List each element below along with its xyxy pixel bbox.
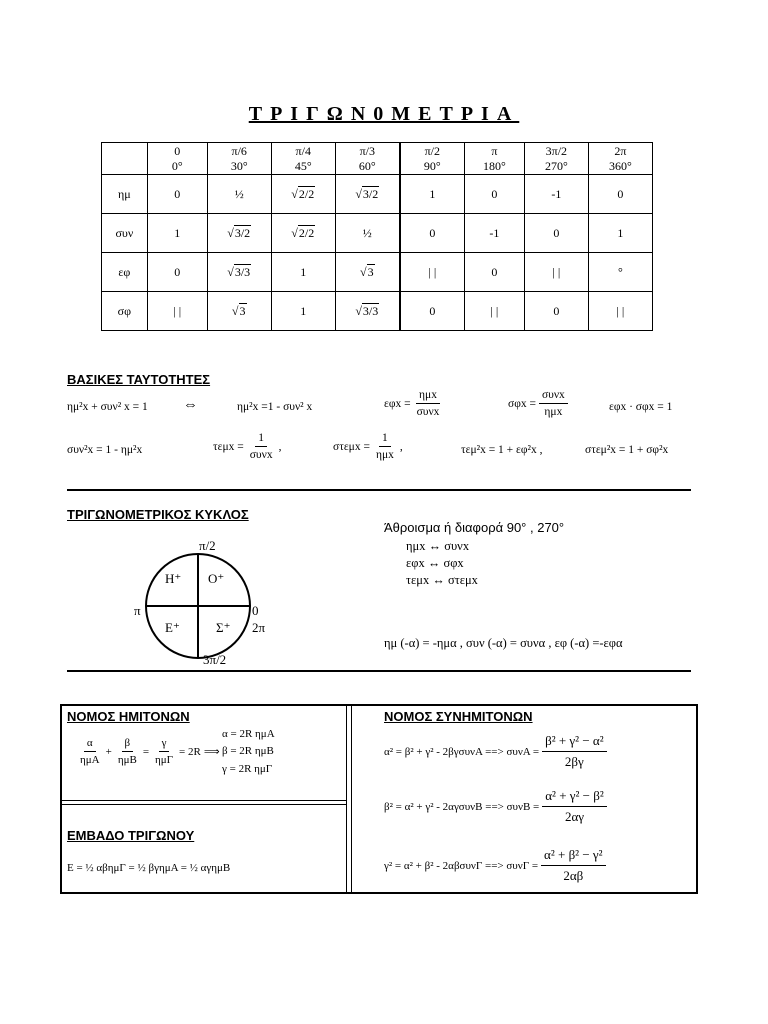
table-header-cell: 2π 360°: [588, 143, 652, 175]
fraction: $\frac{\text{ημx}}{\text{συνx}}$: [416, 389, 440, 418]
table-cell: 0: [147, 253, 207, 292]
fraction: $\frac{\gamma}{\text{ημΓ}}$: [155, 737, 174, 766]
table-cell: °: [588, 253, 652, 292]
table-cell: [207, 292, 271, 331]
table-cell: 0: [464, 175, 524, 214]
cosines-formula-2: β² = α² + γ² - 2αγσυνB ==> συνB = $\frac{\text{α² + γ² − β²}}{2\alpha\gamma}$: [384, 788, 610, 825]
sqrt-expression: √3/2: [227, 225, 251, 240]
label-three-pi-half: 3π/2: [203, 652, 227, 667]
fraction: $\frac{\text{α² + γ² − β²}}{2\alpha\gamma}$: [542, 788, 607, 825]
identity-product: εφx · σφx = 1: [609, 401, 673, 413]
identity-cotangent: σφx = $\frac{\text{συνx}}{\text{ημx}}$: [508, 389, 571, 418]
table-cell: 0: [524, 292, 588, 331]
table-header-cell: π/2 90°: [400, 143, 465, 175]
quadrant-1-label: Ο⁺: [208, 571, 225, 586]
table-cell: -1: [524, 175, 588, 214]
sqrt-expression: √3/3: [355, 303, 379, 318]
table-cell: [335, 253, 400, 292]
table-cell: -1: [464, 214, 524, 253]
triangle-area-heading: ΕΜΒΑΔΟ ΤΡΙΓΩΝΟΥ: [67, 828, 195, 843]
table-cell: 1: [147, 214, 207, 253]
table-cell: | |: [147, 292, 207, 331]
quadrant-2-label: Η⁺: [165, 571, 182, 586]
table-cell: 1: [588, 214, 652, 253]
table-row-sin: [102, 175, 653, 214]
table-cell: 0: [588, 175, 652, 214]
triangle-area-formula: Ε = ½ αβημΓ = ½ βγημΑ = ½ αγημΒ: [67, 862, 231, 874]
fraction: $\frac{\alpha}{\text{ημA}}$: [80, 737, 100, 766]
sqrt-expression: √3/3: [227, 264, 251, 279]
table-row-tan: [102, 253, 653, 292]
section-divider: [67, 670, 691, 672]
identity-csc-squared: στεμ²x = 1 + σφ²x: [585, 444, 669, 456]
fraction: $\frac{1}{\text{συνx}}$: [249, 432, 273, 461]
fraction: $\frac{\beta}{\text{ημB}}$: [117, 737, 137, 766]
sqrt-expression: √2/2: [291, 186, 315, 201]
law-of-sines-heading: ΝΟΜΟΣ ΗΜΙΤΟΝΩΝ: [67, 709, 190, 724]
table-header-cell: π/3 60°: [335, 143, 400, 175]
table-cell: 1: [271, 292, 335, 331]
table-cell: [335, 175, 400, 214]
equivalence-arrow-icon: ⇔: [183, 397, 198, 413]
identity-sin-squared: ημ²x =1 - συν² x: [237, 401, 313, 413]
table-cell: 0: [464, 253, 524, 292]
table-cell: | |: [400, 253, 465, 292]
table-header-cell: π/6 30°: [207, 143, 271, 175]
table-cell: 0: [147, 175, 207, 214]
sumdiff-line-1: ημx ↔ συνx: [406, 539, 470, 553]
sumdiff-line-2: εφx ↔ σφx: [406, 556, 464, 570]
row-label: εφ: [102, 253, 148, 292]
sumdiff-title: Άθροισμα ή διαφορά 90° , 270°: [384, 520, 565, 535]
laws-box-row-divider: [62, 800, 346, 805]
fraction: $\frac{\text{α² + β² − γ²}}{2\alpha\beta}$: [541, 847, 606, 884]
identity-sec-squared: τεμ²x = 1 + εφ²x ,: [461, 444, 543, 456]
identity-cos-squared: συν²x = 1 - ημ²x: [67, 444, 143, 456]
label-pi: π: [134, 603, 141, 618]
circle-heading: ΤΡΙΓΩΝΟΜΕΤΡΙΚΟΣ ΚΥΚΛΟΣ: [67, 507, 249, 522]
trig-values-table: [101, 142, 653, 331]
implies-arrow-icon: ⟹: [203, 746, 220, 758]
identity-secant: τεμx = $\frac{1}{\text{συνx}}$ ,: [213, 432, 282, 461]
identity-cosecant: στεμx = $\frac{1}{\text{ημx}}$ ,: [333, 432, 403, 461]
sumdiff-line-3: τεμx ↔ στεμx: [406, 573, 478, 587]
sines-result-1: α = 2R ημA: [222, 728, 275, 740]
sqrt-expression: √3/2: [355, 186, 379, 201]
table-cell: ½: [335, 214, 400, 253]
quadrant-4-label: Σ⁺: [216, 620, 231, 635]
table-cell: 1: [271, 253, 335, 292]
cosines-formula-1: α² = β² + γ² - 2βγσυνA ==> συνA = $\frac{\text{β² + γ² − α²}}{2\beta\gamma}$: [384, 733, 610, 770]
law-of-sines-formula: $\frac{\alpha}{\text{ημA}}$ + $\frac{\beta}{\text{ημB}}$ = $\frac{\gamma}{\text{ημΓ}}$ = 2R ⟹: [74, 737, 220, 766]
section-divider: [67, 489, 691, 491]
law-of-cosines-heading: ΝΟΜΟΣ ΣΥΝΗΜΙΤΟΝΩΝ: [384, 709, 533, 724]
table-cell: 1: [400, 175, 465, 214]
unit-circle-diagram: [140, 535, 280, 667]
page-title: ΤΡΙΓΩΝ0ΜΕΤΡΙΑ: [248, 103, 520, 125]
table-cell: 0: [524, 214, 588, 253]
table-header-cell: 3π/2 270°: [524, 143, 588, 175]
table-cell: 0: [400, 292, 465, 331]
laws-box-column-divider: [346, 706, 352, 892]
table-row-cos: [102, 214, 653, 253]
sqrt-expression: √2/2: [291, 225, 315, 240]
identity-pythagorean: ημ²x + συν² x = 1: [67, 401, 148, 413]
table-cell: [207, 214, 271, 253]
label-two-pi: 2π: [252, 620, 266, 635]
table-header-row: [102, 143, 653, 175]
table-cell: [207, 253, 271, 292]
table-cell: | |: [588, 292, 652, 331]
identity-tangent: εφx = $\frac{\text{ημx}}{\text{συνx}}$: [384, 389, 445, 418]
sqrt-expression: √3: [231, 303, 246, 318]
fraction: $\frac{\text{β² + γ² − α²}}{2\beta\gamma}$: [542, 733, 607, 770]
sqrt-expression: √3: [359, 264, 374, 279]
identities-heading: ΒΑΣΙΚΕΣ ΤΑΥΤΟΤΗΤΕΣ: [67, 372, 211, 387]
table-header-cell: π/4 45°: [271, 143, 335, 175]
row-label: ημ: [102, 175, 148, 214]
table-cell: ½: [207, 175, 271, 214]
fraction: $\frac{1}{\text{ημx}}$: [375, 432, 394, 461]
table-cell: | |: [524, 253, 588, 292]
table-cell: [271, 214, 335, 253]
table-header-cell: 0 0°: [147, 143, 207, 175]
row-label: συν: [102, 214, 148, 253]
table-corner-cell: [102, 143, 148, 175]
table-cell: | |: [464, 292, 524, 331]
table-cell: 0: [400, 214, 465, 253]
sines-result-2: β = 2R ημB: [222, 745, 274, 757]
cosines-formula-3: γ² = α² + β² - 2αβσυνΓ ==> συνΓ = $\frac{\text{α² + β² − γ²}}{2\alpha\beta}$: [384, 847, 609, 884]
label-zero: 0: [252, 603, 259, 618]
table-cell: [335, 292, 400, 331]
table-cell: [271, 175, 335, 214]
label-pi-half: π/2: [199, 538, 216, 553]
table-row-cot: [102, 292, 653, 331]
row-label: σφ: [102, 292, 148, 331]
sines-result-3: γ = 2R ημΓ: [222, 763, 273, 775]
fraction: $\frac{\text{συνx}}{\text{ημx}}$: [539, 389, 568, 418]
negative-angle-identities: ημ (-α) = -ημα , συν (-α) = συνα , εφ (-α) =-εφα: [384, 636, 623, 650]
table-header-cell: π 180°: [464, 143, 524, 175]
quadrant-3-label: Ε⁺: [165, 620, 180, 635]
